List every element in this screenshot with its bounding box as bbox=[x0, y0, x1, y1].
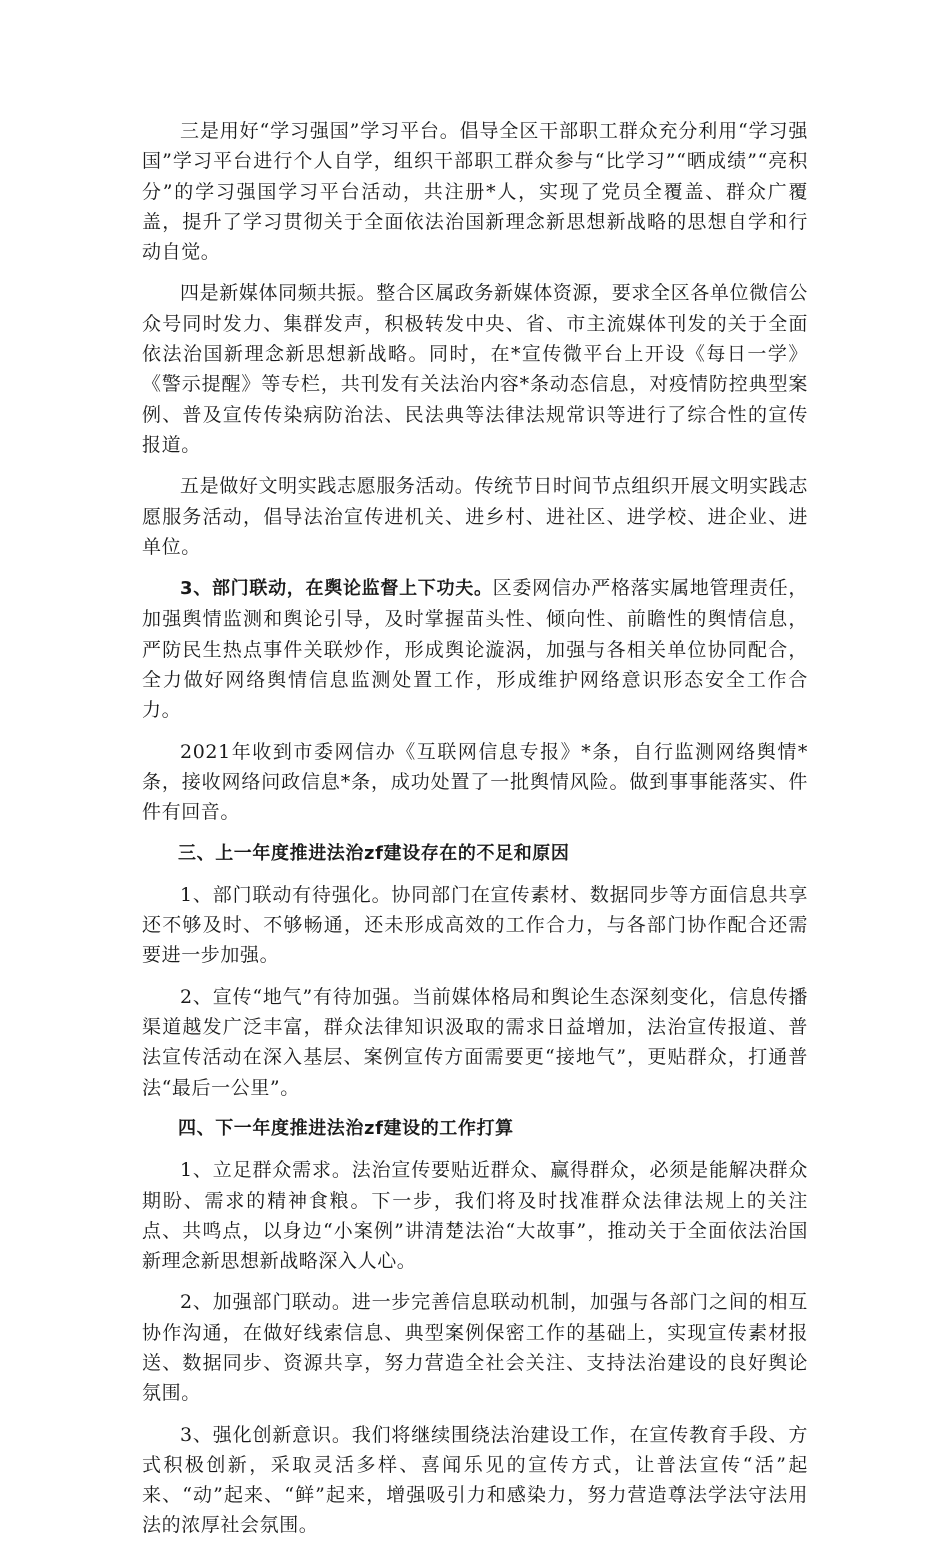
paragraph-new-media: 四是新媒体同频共振。整合区属政务新媒体资源，要求全区各单位微信公众号同时发力、集群发声，积极转发中央、省、市主流媒体刊发的关于全面依法治国新理念新思想新战略。同时，在*宣传微平台上开设《每日一学》《警示提醒》等专栏，共刊发有关法治内容*条动态信息，对疫情防控典型案例、普及宣传传染病防治法、民法典等法律法规常识等进行了综合性的宣传报道。 bbox=[142, 282, 808, 456]
paragraph-2021-stats: 2021年收到市委网信办《互联网信息专报》*条，自行监测网络舆情*条，接收网络问政信息*条，成功处置了一批舆情风险。做到事事能落实、件件有回音。 bbox=[142, 740, 808, 824]
paragraph-lead: 3、部门联动，在舆论监督上下功夫。 bbox=[180, 578, 493, 600]
paragraph-shortcoming-2: 2、宣传“地气”有待加强。当前媒体格局和舆论生态深刻变化，信息传播渠道越发广泛丰富，群众法律知识汲取的需求日益增加，法治宣传报道、普法宣传活动在深入基层、案例宣传方面需要更“接地气”，更贴群众，打通普法“最后一公里”。 bbox=[142, 985, 808, 1099]
paragraph-volunteer-service: 五是做好文明实践志愿服务活动。传统节日时间节点组织开展文明实践志愿服务活动，倡导法治宣传进机关、进乡村、进社区、进学校、进企业、进单位。 bbox=[142, 475, 808, 558]
paragraph-text: 区委网信办严格落实属地管理责任，加强舆情监测和舆论引导，及时掌握苗头性、倾向性、前瞻性的舆情信息，严防民生热点事件关联炒作，形成舆论漩涡，加强与各相关单位协同配合，全力做好网络舆情信息监测处置工作，形成维护网络意识形态安全工作合力。 bbox=[142, 577, 808, 722]
paragraph-plan-3: 3、强化创新意识。我们将继续围绕法治建设工作，在宣传教育手段、方式积极创新，采取灵活多样、喜闻乐见的宣传方式，让普法宣传“活”起来、“动”起来、“鲜”起来，增强吸引力和感染力，努力营造尊法学法守法用法的浓厚社会氛围。 bbox=[142, 1423, 808, 1537]
section-heading-plans: 四、下一年度推进法治zf建设的工作打算 bbox=[178, 1117, 514, 1139]
paragraph-study-platform: 三是用好“学习强国”学习平台。倡导全区干部职工群众充分利用“学习强国”学习平台进行个人自学，组织干部职工群众参与“比学习”“晒成绩”“亮积分”的学习强国学习平台活动，共注册*人，实现了党员全覆盖、群众广覆盖，提升了学习贯彻关于全面依法治国新理念新思想新战略的思想自学和行动自觉。 bbox=[142, 120, 808, 264]
document-body bbox=[142, 116, 808, 1552]
paragraph-department-linkage bbox=[142, 573, 808, 725]
paragraph-plan-2: 2、加强部门联动。进一步完善信息联动机制，加强与各部门之间的相互协作沟通，在做好线索信息、典型案例保密工作的基础上，实现宣传素材报送、数据同步、资源共享，努力营造全社会关注、支持法治建设的良好舆论氛围。 bbox=[142, 1291, 808, 1405]
paragraph-plan-1: 1、立足群众需求。法治宣传要贴近群众、赢得群众，必须是能解决群众期盼、需求的精神食粮。下一步，我们将及时找准群众法律法规上的关注点、共鸣点，以身边“小案例”讲清楚法治“大故事”，推动关于全面依法治国新理念新思想新战略深入人心。 bbox=[142, 1159, 808, 1273]
paragraph-shortcoming-1: 1、部门联动有待强化。协同部门在宣传素材、数据同步等方面信息共享还不够及时、不够畅通，还未形成高效的工作合力，与各部门协作配合还需要进一步加强。 bbox=[142, 883, 808, 967]
section-heading-shortcomings: 三、上一年度推进法治zf建设存在的不足和原因 bbox=[178, 842, 570, 864]
